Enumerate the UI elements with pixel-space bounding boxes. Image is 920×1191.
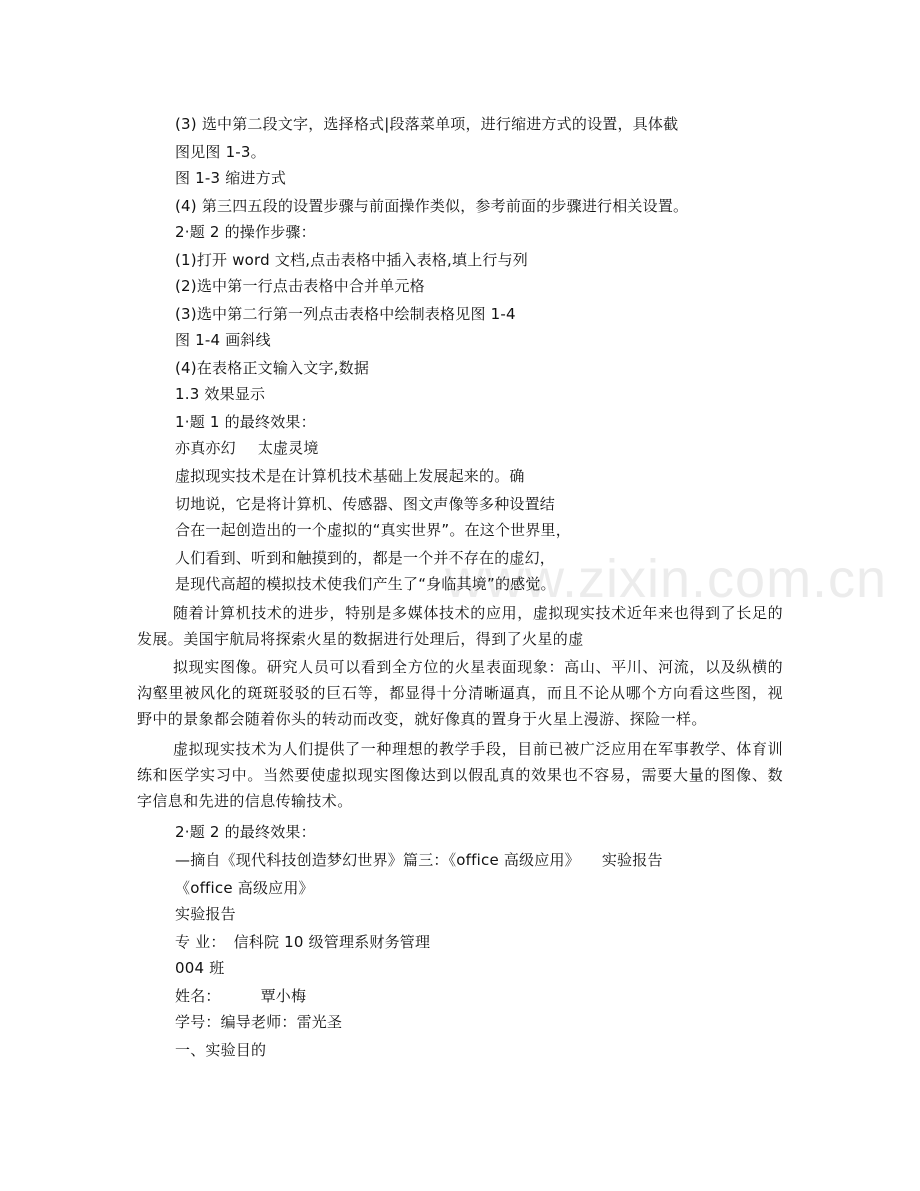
class-line: 004 班	[175, 959, 225, 977]
task-2-steps-heading: 2·题 2 的操作步骤：	[175, 223, 316, 241]
task-2-step-1: (1)打开 word 文档,点击表格中插入表格,填上行与列	[175, 251, 528, 269]
source-report-label: 实验报告	[601, 851, 663, 869]
watermark: www.zixin.com.cn	[445, 549, 888, 609]
source-line	[175, 850, 663, 870]
step-4-line: (4) 第三四五段的设置步骤与前面操作类似，参考前面的步骤进行相关设置。	[175, 197, 689, 215]
task-2-step-4: (4)在表格正文输入文字,数据	[175, 359, 370, 377]
article-line-3: 合在一起创造出的一个虚拟的“真实世界”。在这个世界里，	[175, 521, 571, 539]
article-paragraph-2: 拟现实图像。研究人员可以看到全方位的火星表面现象：高山、平川、河流，以及纵横的沟壑里被风化的斑斑驳驳的巨石等，都显得十分清晰逼真，而且不论从哪个方向看这些图，视野中的景象都会随着你头的转动而改变，就好像真的置身于火星上漫游、探险一样。	[137, 658, 783, 728]
task-2-step-2: (2)选中第一行点击表格中合并单元格	[175, 277, 425, 295]
source-citation: —摘自《现代科技创造梦幻世界》篇三：《office 高级应用》	[175, 851, 580, 869]
section-experiment-purpose: 一、实验目的	[175, 1041, 267, 1059]
task-1-result-heading: 1·题 1 的最终效果：	[175, 413, 316, 431]
figure-1-3-caption: 图 1-3 缩进方式	[175, 169, 287, 187]
figure-reference-line: 图见图 1-3。	[175, 143, 266, 161]
article-paragraph-1: 随着计算机技术的进步，特别是多媒体技术的应用，虚拟现实技术近年来也得到了长足的发展。美国宇航局将探索火星的数据进行处理后，得到了火星的虚	[137, 604, 783, 648]
report-title: 实验报告	[175, 905, 236, 923]
name-line	[175, 986, 306, 1006]
figure-1-4-caption: 图 1-4 画斜线	[175, 331, 271, 349]
name-value: 覃小梅	[260, 987, 307, 1005]
section-1-3-heading: 1.3 效果显示	[175, 385, 266, 403]
major-value: 信科院 10 级管理系财务管理	[233, 933, 431, 951]
article-title-part-2: 太虚灵境	[257, 439, 319, 457]
course-title: 《office 高级应用》	[175, 879, 314, 897]
task-2-result-heading: 2·题 2 的最终效果：	[175, 823, 316, 841]
major-label: 专 业：	[175, 933, 226, 951]
task-2-step-3: (3)选中第二行第一列点击表格中绘制表格见图 1-4	[175, 305, 516, 323]
article-title-line	[175, 438, 319, 458]
article-title-part-1: 亦真亦幻	[175, 439, 236, 457]
article-line-4: 人们看到、听到和触摸到的，都是一个并不存在的虚幻，	[175, 549, 556, 567]
step-3-line: (3) 选中第二段文字，选择格式|段落菜单项，进行缩进方式的设置，具体截	[175, 115, 679, 133]
article-line-1: 虚拟现实技术是在计算机技术基础上发展起来的。确	[175, 467, 525, 485]
name-label: 姓名：	[175, 987, 221, 1005]
article-line-2: 切地说，它是将计算机、传感器、图文声像等多种设置结	[175, 495, 556, 513]
article-line-5: 是现代高超的模拟技术使我们产生了“身临其境”的感觉。	[175, 575, 556, 593]
article-paragraph-3: 虚拟现实技术为人们提供了一种理想的教学手段，目前已被广泛应用在军事教学、体育训练和医学实习中。当然要使虚拟现实图像达到以假乱真的效果也不容易，需要大量的图像、数字信息和先进的信息传输技术。	[137, 740, 783, 810]
major-line	[175, 932, 430, 952]
student-id-line: 学号：编导老师：雷光圣	[175, 1013, 343, 1031]
